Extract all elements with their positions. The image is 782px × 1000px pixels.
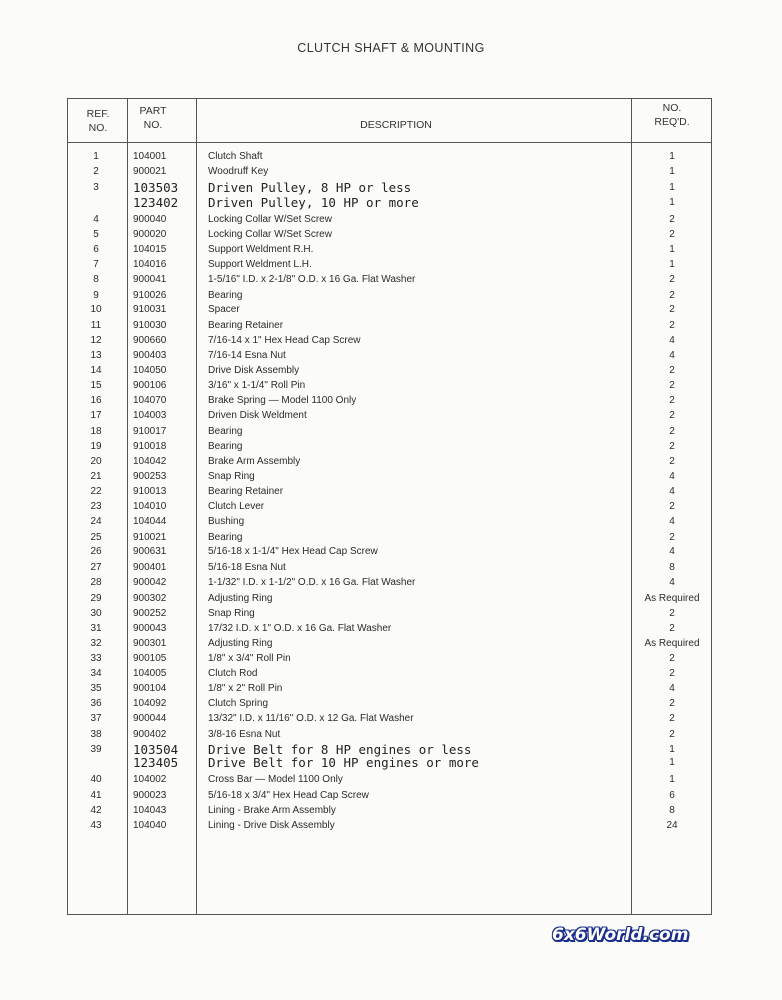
table-row <box>0 272 782 287</box>
description: Drive Belt for 8 HP engines or less <box>208 742 472 757</box>
quantity: 8 <box>669 562 675 573</box>
quantity: 2 <box>669 290 675 301</box>
ref-number: 12 <box>90 335 102 346</box>
quantity: 4 <box>669 516 675 527</box>
description: Brake Arm Assembly <box>208 456 301 467</box>
part-number: 104050 <box>133 365 167 376</box>
ref-number: 29 <box>90 593 102 604</box>
table-row <box>0 212 782 227</box>
quantity: 2 <box>669 698 675 709</box>
part-number: 900023 <box>133 790 167 801</box>
quantity: 1 <box>669 774 675 785</box>
ref-number: 22 <box>90 486 102 497</box>
part-number: 900631 <box>133 546 167 557</box>
quantity: 1 <box>669 182 675 193</box>
table-row <box>0 606 782 621</box>
part-number: 900252 <box>133 608 167 619</box>
ref-number: 18 <box>90 426 102 437</box>
ref-number: 40 <box>90 774 102 785</box>
table-row <box>0 681 782 696</box>
quantity: 2 <box>669 214 675 225</box>
description: Driven Disk Weldment <box>208 410 307 421</box>
quantity: 2 <box>669 274 675 285</box>
part-number: 104043 <box>133 805 167 816</box>
quantity: 2 <box>669 410 675 421</box>
table-row <box>0 149 782 164</box>
table-row <box>0 636 782 651</box>
quantity: 8 <box>669 805 675 816</box>
table-row <box>0 257 782 272</box>
ref-number: 20 <box>90 456 102 467</box>
table-row <box>0 363 782 378</box>
part-number: 900106 <box>133 380 167 391</box>
table-row <box>0 621 782 636</box>
part-number: 900104 <box>133 683 167 694</box>
ref-number: 14 <box>90 365 102 376</box>
table-row <box>0 514 782 529</box>
quantity: 4 <box>669 471 675 482</box>
part-number: 900301 <box>133 638 167 649</box>
table-row <box>0 424 782 439</box>
part-number: 104015 <box>133 244 167 255</box>
header-ref-line2: NO. <box>88 122 108 134</box>
description: 1-5/16" I.D. x 2-1/8" O.D. x 16 Ga. Flat Washer <box>208 274 416 285</box>
quantity: 2 <box>669 456 675 467</box>
quantity: 1 <box>669 197 675 208</box>
part-number: 900020 <box>133 229 167 240</box>
header-divider <box>68 142 711 143</box>
ref-number: 27 <box>90 562 102 573</box>
part-number: 900253 <box>133 471 167 482</box>
quantity: 2 <box>669 668 675 679</box>
quantity: 1 <box>669 744 675 755</box>
table-row <box>0 818 782 833</box>
ref-number: 1 <box>93 151 99 162</box>
quantity: 1 <box>669 151 675 162</box>
part-number: 900402 <box>133 729 167 740</box>
quantity: 2 <box>669 441 675 452</box>
part-number: 900040 <box>133 214 167 225</box>
table-row <box>0 180 782 195</box>
ref-number: 15 <box>90 380 102 391</box>
table-row <box>0 378 782 393</box>
header-description: DESCRIPTION <box>360 119 432 131</box>
table-row <box>0 591 782 606</box>
quantity: 2 <box>669 713 675 724</box>
ref-number: 25 <box>90 532 102 543</box>
description: 1/8" x 2" Roll Pin <box>208 683 283 694</box>
table-row <box>0 788 782 803</box>
table-row <box>0 318 782 333</box>
quantity: 2 <box>669 653 675 664</box>
table-row <box>0 454 782 469</box>
part-number: 910021 <box>133 532 167 543</box>
description: Snap Ring <box>208 471 255 482</box>
table-row <box>0 164 782 179</box>
table-row <box>0 469 782 484</box>
part-number: 910030 <box>133 320 167 331</box>
quantity: 4 <box>669 683 675 694</box>
quantity: 2 <box>669 608 675 619</box>
ref-number: 23 <box>90 501 102 512</box>
ref-number: 13 <box>90 350 102 361</box>
table-row <box>0 195 782 210</box>
quantity: As Required <box>644 638 700 649</box>
header-qty-line1: NO. <box>662 102 682 114</box>
table-row <box>0 288 782 303</box>
description: Clutch Shaft <box>208 151 263 162</box>
table-row <box>0 408 782 423</box>
quantity: 4 <box>669 335 675 346</box>
ref-number: 11 <box>90 320 102 331</box>
ref-number: 10 <box>90 304 102 315</box>
part-number: 104005 <box>133 668 167 679</box>
quantity: 2 <box>669 229 675 240</box>
part-number: 900660 <box>133 335 167 346</box>
part-number: 104070 <box>133 395 167 406</box>
header-qty-line2: REQ'D. <box>654 116 690 128</box>
description: 13/32" I.D. x 11/16" O.D. x 12 Ga. Flat Washer <box>208 713 414 724</box>
part-number: 104044 <box>133 516 167 527</box>
quantity: 2 <box>669 365 675 376</box>
table-row <box>0 666 782 681</box>
table-row <box>0 772 782 787</box>
quantity: 4 <box>669 577 675 588</box>
ref-number: 35 <box>90 683 102 694</box>
description: Lining - Drive Disk Assembly <box>208 820 335 831</box>
quantity: 6 <box>669 790 675 801</box>
ref-number: 21 <box>90 471 102 482</box>
quantity: 4 <box>669 546 675 557</box>
table-row <box>0 439 782 454</box>
ref-number: 16 <box>90 395 102 406</box>
table-row <box>0 242 782 257</box>
ref-number: 39 <box>90 744 102 755</box>
part-number: 900403 <box>133 350 167 361</box>
description: Bearing <box>208 441 243 452</box>
table-row <box>0 227 782 242</box>
description: Clutch Spring <box>208 698 269 709</box>
part-number: 103504 <box>133 742 179 757</box>
description: Bearing Retainer <box>208 486 284 497</box>
ref-number: 9 <box>93 290 99 301</box>
table-row <box>0 696 782 711</box>
part-number: 900302 <box>133 593 167 604</box>
ref-number: 26 <box>90 546 102 557</box>
part-number: 104002 <box>133 774 167 785</box>
description: Driven Pulley, 10 HP or more <box>208 195 419 210</box>
quantity: 1 <box>669 244 675 255</box>
ref-number: 41 <box>90 790 102 801</box>
description: Support Weldment R.H. <box>208 244 314 255</box>
description: 5/16-18 Esna Nut <box>208 562 286 573</box>
quantity: 1 <box>669 166 675 177</box>
description: Bearing <box>208 426 243 437</box>
description: 17/32 I.D. x 1" O.D. x 16 Ga. Flat Washer <box>208 623 392 634</box>
part-number: 900105 <box>133 653 167 664</box>
part-number: 123402 <box>133 195 179 210</box>
header-part-line1: PART <box>139 105 167 117</box>
table-row <box>0 499 782 514</box>
ref-number: 33 <box>90 653 102 664</box>
description: Bearing Retainer <box>208 320 284 331</box>
part-number: 910031 <box>133 304 167 315</box>
quantity: 2 <box>669 426 675 437</box>
part-number: 900044 <box>133 713 167 724</box>
table-row <box>0 651 782 666</box>
header-qty <box>632 101 712 129</box>
description: 1/8" x 3/4" Roll Pin <box>208 653 291 664</box>
part-number: 104016 <box>133 259 167 270</box>
quantity: 4 <box>669 486 675 497</box>
part-number: 900401 <box>133 562 167 573</box>
part-number: 103503 <box>133 180 179 195</box>
description: Adjusting Ring <box>208 593 273 604</box>
part-number: 123405 <box>133 755 179 770</box>
table-row <box>0 711 782 726</box>
ref-number: 34 <box>90 668 102 679</box>
description: Woodruff Key <box>208 166 269 177</box>
quantity: 1 <box>669 259 675 270</box>
part-number: 910026 <box>133 290 167 301</box>
part-number: 104003 <box>133 410 167 421</box>
description: 7/16-14 x 1" Hex Head Cap Screw <box>208 335 361 346</box>
table-row <box>0 302 782 317</box>
ref-number: 24 <box>90 516 102 527</box>
description: Driven Pulley, 8 HP or less <box>208 180 412 195</box>
quantity: 2 <box>669 320 675 331</box>
part-number: 910013 <box>133 486 167 497</box>
table-row <box>0 575 782 590</box>
quantity: 1 <box>669 757 675 768</box>
ref-number: 42 <box>90 805 102 816</box>
part-number: 104001 <box>133 151 167 162</box>
description: 1-1/32" I.D. x 1-1/2" O.D. x 16 Ga. Flat Washer <box>208 577 416 588</box>
part-number: 900021 <box>133 166 167 177</box>
quantity: 24 <box>666 820 678 831</box>
ref-number: 4 <box>93 214 99 225</box>
ref-number: 43 <box>90 820 102 831</box>
description: 5/16-18 x 3/4" Hex Head Cap Screw <box>208 790 369 801</box>
description: Adjusting Ring <box>208 638 273 649</box>
part-number: 104092 <box>133 698 167 709</box>
description: Snap Ring <box>208 608 255 619</box>
ref-number: 8 <box>93 274 99 285</box>
header-part <box>128 104 178 132</box>
description: Clutch Lever <box>208 501 265 512</box>
ref-number: 38 <box>90 729 102 740</box>
part-number: 900042 <box>133 577 167 588</box>
table-row <box>0 484 782 499</box>
description: Cross Bar — Model 1100 Only <box>208 774 343 785</box>
watermark-logo: 6x6World.com <box>552 925 689 945</box>
part-number: 910018 <box>133 441 167 452</box>
quantity: 2 <box>669 729 675 740</box>
description: Locking Collar W/Set Screw <box>208 229 332 240</box>
quantity: 2 <box>669 304 675 315</box>
ref-number: 31 <box>90 623 102 634</box>
description: Brake Spring — Model 1100 Only <box>208 395 357 406</box>
description: Clutch Rod <box>208 668 258 679</box>
description: Lining - Brake Arm Assembly <box>208 805 336 816</box>
part-number: 900041 <box>133 274 167 285</box>
description: Support Weldment L.H. <box>208 259 312 270</box>
part-number: 104010 <box>133 501 167 512</box>
table-row <box>0 727 782 742</box>
table-row <box>0 530 782 545</box>
description: Bearing <box>208 290 243 301</box>
description: Drive Disk Assembly <box>208 365 300 376</box>
part-number: 104040 <box>133 820 167 831</box>
table-row <box>0 348 782 363</box>
part-number: 104042 <box>133 456 167 467</box>
quantity: 2 <box>669 532 675 543</box>
quantity: 2 <box>669 395 675 406</box>
table-row <box>0 560 782 575</box>
description: Spacer <box>208 304 240 315</box>
description: Locking Collar W/Set Screw <box>208 214 332 225</box>
ref-number: 36 <box>90 698 102 709</box>
quantity: As Required <box>644 593 700 604</box>
description: 7/16-14 Esna Nut <box>208 350 286 361</box>
description: Bearing <box>208 532 243 543</box>
description: Drive Belt for 10 HP engines or more <box>208 755 479 770</box>
description: 3/16" x 1-1/4" Roll Pin <box>208 380 306 391</box>
part-number: 910017 <box>133 426 167 437</box>
ref-number: 19 <box>90 441 102 452</box>
description: Bushing <box>208 516 245 527</box>
ref-number: 30 <box>90 608 102 619</box>
part-number: 900043 <box>133 623 167 634</box>
ref-number: 17 <box>90 410 102 421</box>
ref-number: 28 <box>90 577 102 588</box>
table-row <box>0 803 782 818</box>
description: 3/8-16 Esna Nut <box>208 729 281 740</box>
ref-number: 37 <box>90 713 102 724</box>
header-part-line2: NO. <box>143 119 163 131</box>
ref-number: 2 <box>93 166 99 177</box>
ref-number: 5 <box>93 229 99 240</box>
quantity: 2 <box>669 501 675 512</box>
ref-number: 6 <box>93 244 99 255</box>
table-row <box>0 544 782 559</box>
page-title: CLUTCH SHAFT & MOUNTING <box>297 41 485 55</box>
ref-number: 3 <box>93 182 99 193</box>
table-row <box>0 755 782 770</box>
quantity: 2 <box>669 623 675 634</box>
header-ref <box>72 107 124 135</box>
table-row <box>0 393 782 408</box>
ref-number: 7 <box>93 259 99 270</box>
quantity: 2 <box>669 380 675 391</box>
ref-number: 32 <box>90 638 102 649</box>
description: 5/16-18 x 1-1/4" Hex Head Cap Screw <box>208 546 378 557</box>
header-ref-line1: REF. <box>86 108 110 120</box>
table-row <box>0 333 782 348</box>
quantity: 4 <box>669 350 675 361</box>
